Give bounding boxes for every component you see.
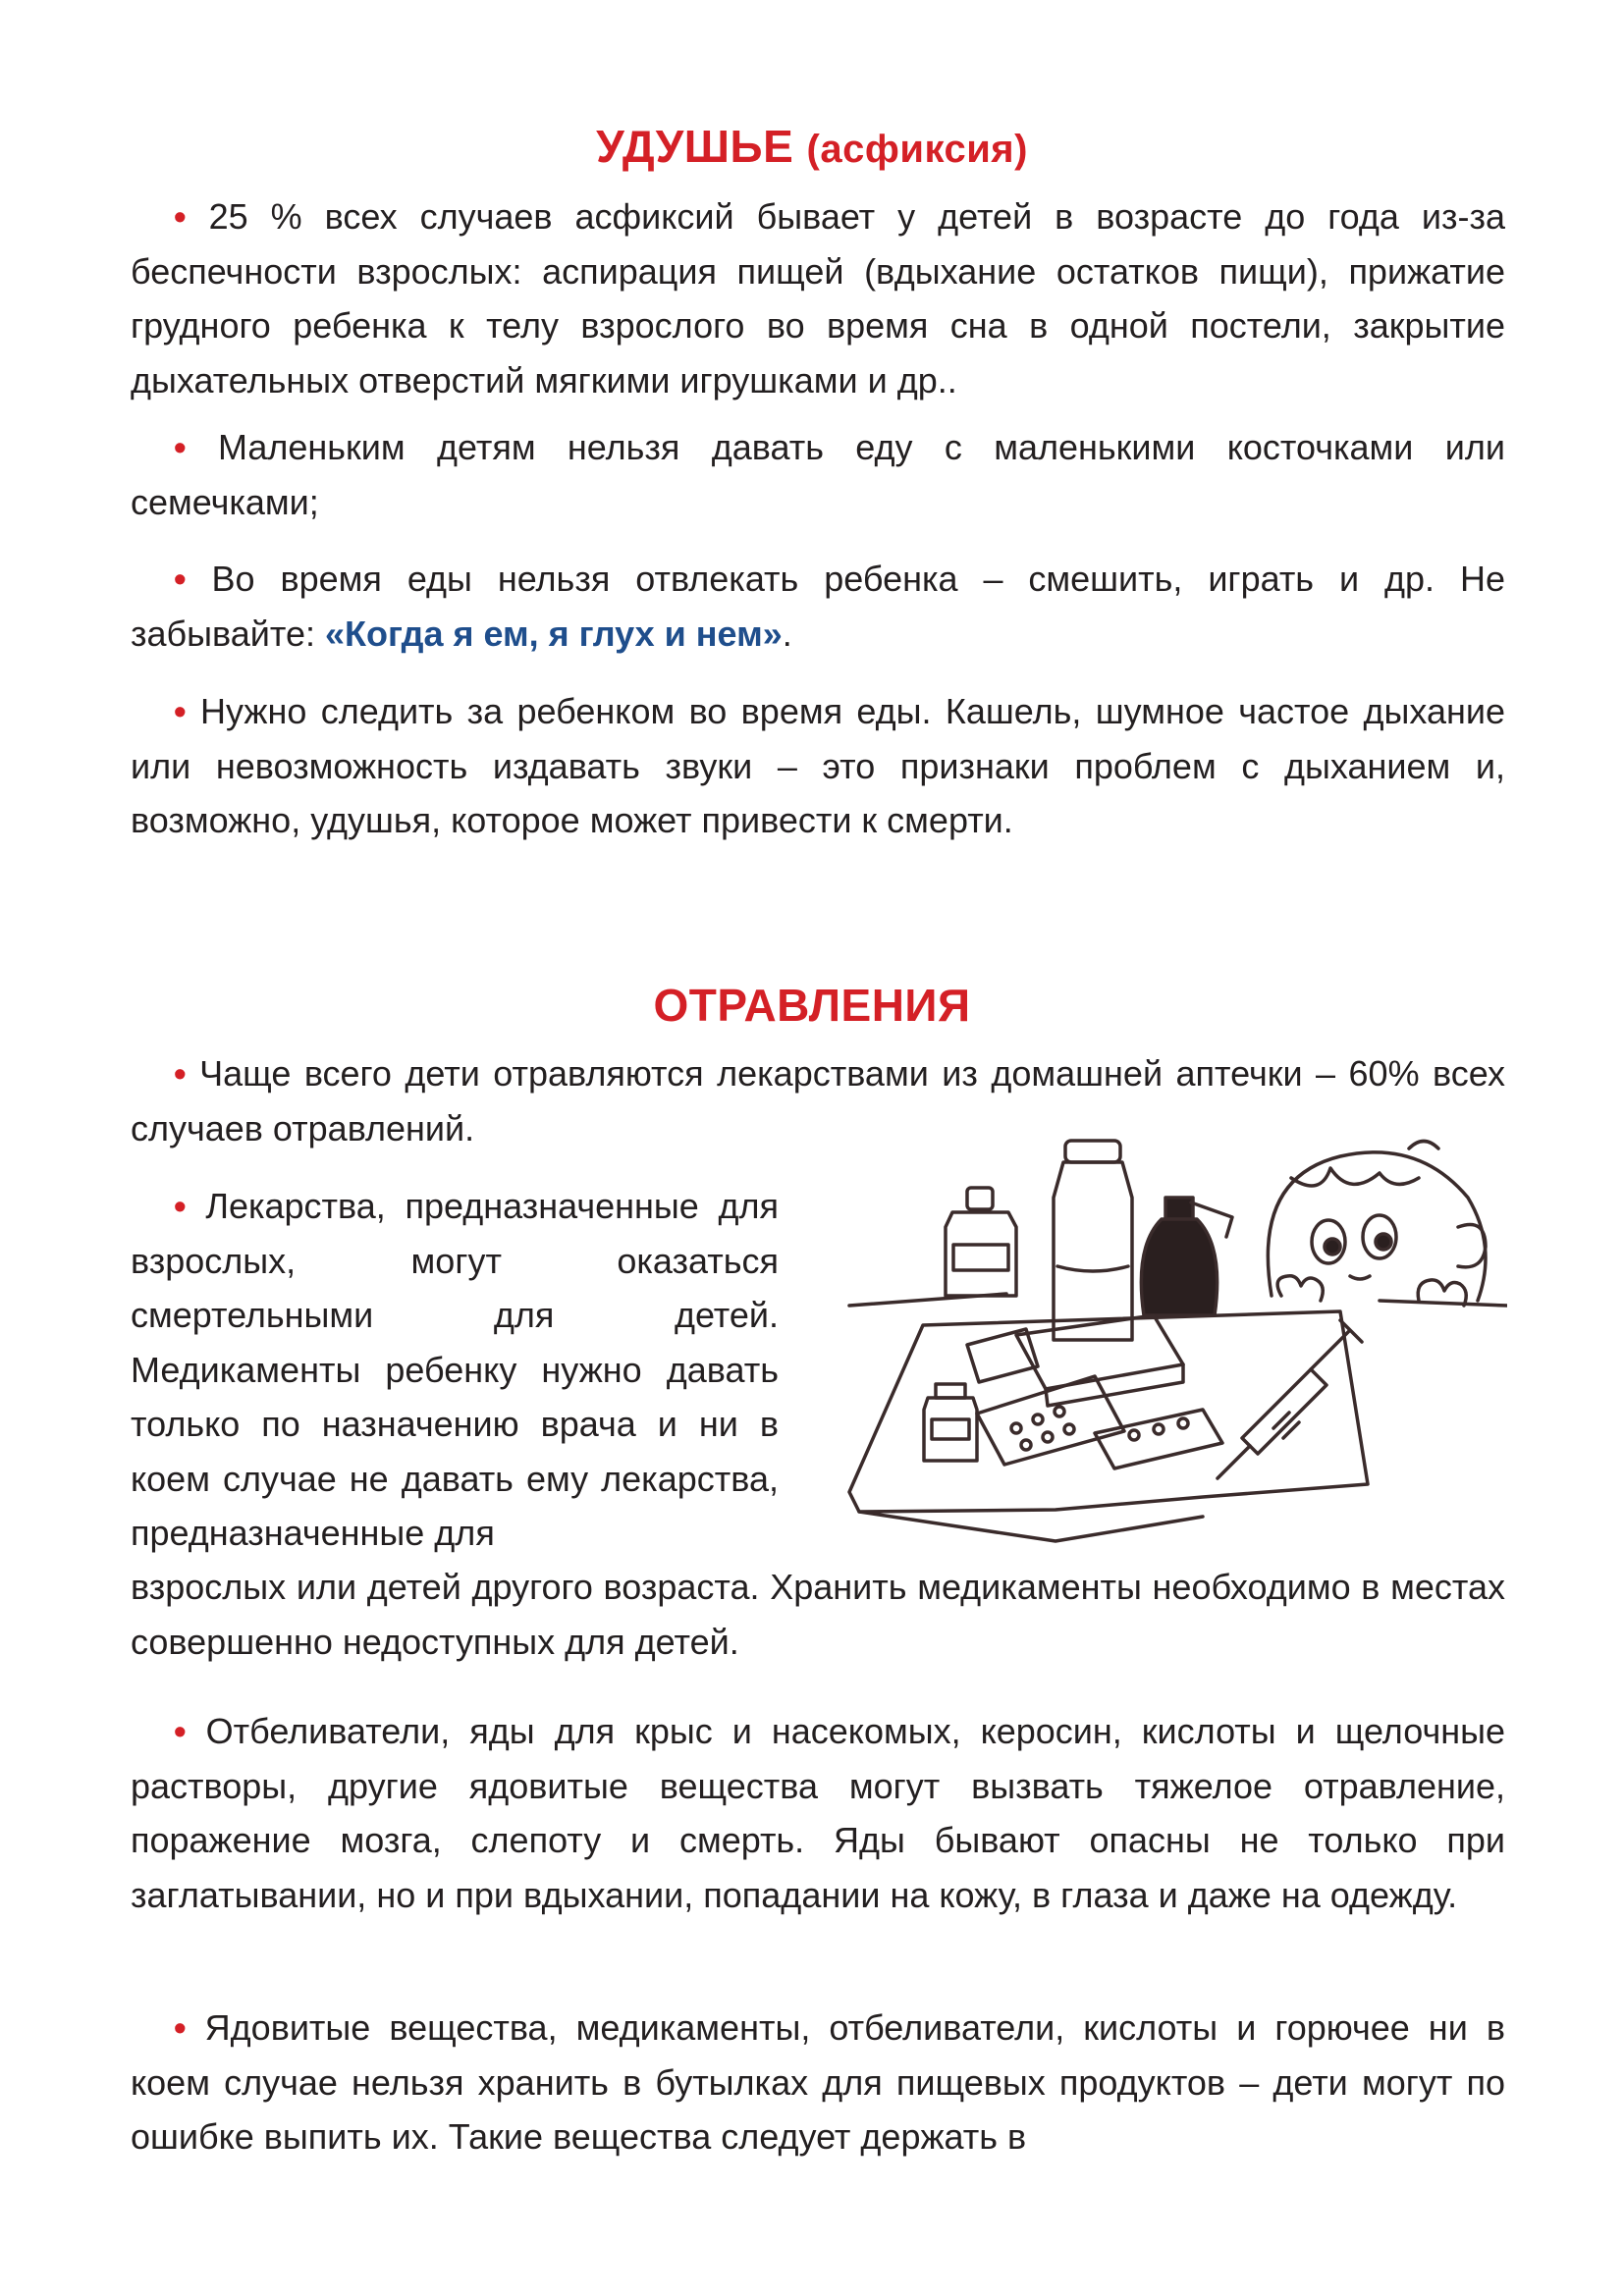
small-jar: [924, 1384, 977, 1461]
child-with-medicines-illustration: [830, 1119, 1507, 1551]
paragraph-adult-medicine-cont: взрослых или детей другого возраста. Хранить медикаменты необходимо в местах совершенно недоступных для детей.: [131, 1567, 1505, 1662]
child-hands: [1277, 1276, 1466, 1306]
bullet-icon: •: [174, 1186, 187, 1226]
bullet-icon: •: [174, 2007, 187, 2048]
table-edge-right: [1380, 1301, 1507, 1306]
child-head: [1268, 1142, 1486, 1302]
bullet-icon: •: [174, 1711, 187, 1751]
paragraph-storage: • Ядовитые вещества, медикаменты, отбеливатели, кислоты и горючее ни в коем случае нельзя хранить в бутылках для пищевых продуктов – дети могут по ошибке выпить их. Такие вещества следует держать в: [131, 2007, 1505, 2157]
syringe: [1218, 1320, 1362, 1478]
paragraph-watch-child: • Нужно следить за ребенком во время еды. Кашель, шумное частое дыхание или невозможность издавать звуки – это признаки проблем с дыханием и, возможно, удушья, которое может привести к смерти.: [131, 691, 1505, 840]
bullet-icon: •: [174, 1053, 187, 1094]
heading-poisoning: ОТРАВЛЕНИЯ: [653, 980, 971, 1031]
paragraph-distraction: • Во время еды нельзя отвлекать ребенка – смешить, играть и др. Не забывайте: «Когда я ем, я глух и нем».: [131, 559, 1505, 654]
label-bottle: [946, 1188, 1016, 1296]
quote-when-i-eat: «Когда я ем, я глух и нем»: [324, 613, 783, 654]
paragraph-small-bones: • Маленьким детям нельзя давать еду с маленькими косточками или семечками;: [131, 427, 1505, 522]
paragraph-adult-medicine: • Лекарства, предназначенные для взрослых, могут оказаться смертельными для детей. Медикаменты ребенку нужно давать только по назначению врача и ни в коем случае не давать ему лекарства, предназначенные для: [131, 1186, 779, 1553]
paper-fold: [859, 1512, 1203, 1541]
tall-bottle: [1054, 1141, 1132, 1340]
paragraph-home-medicine: • Чаще всего дети отравляются лекарствами из домашней аптечки – 60% всех случаев отравлений.: [131, 1053, 1505, 1148]
bullet-icon: •: [174, 196, 187, 237]
bullet-icon: •: [174, 559, 187, 599]
heading-asphyxia: УДУШЬЕ (асфиксия): [596, 121, 1028, 172]
dark-flask: [1141, 1198, 1232, 1315]
bullet-icon: •: [174, 427, 187, 467]
paragraph-bleach-poisons: • Отбеливатели, яды для крыс и насекомых, керосин, кислоты и щелочные растворы, другие ядовитые вещества могут вызвать тяжелое отравление, поражение мозга, слепоту и смерть. Яды бывают опасны не только при заглатывании, но и при вдыхании, попадании на кожу, в глаза и даже на одежду.: [131, 1711, 1505, 1915]
bullet-icon: •: [174, 691, 187, 731]
paragraph-asphyxia-stats: • 25 % всех случаев асфиксий бывает у детей в возрасте до года из-за беспечности взрослых: аспирация пищей (вдыхание остатков пищи), прижатие грудного ребенка к телу взрослого во время сна в одной постели, закрытие дыхательных отверстий мягкими игрушками и др..: [131, 196, 1505, 400]
